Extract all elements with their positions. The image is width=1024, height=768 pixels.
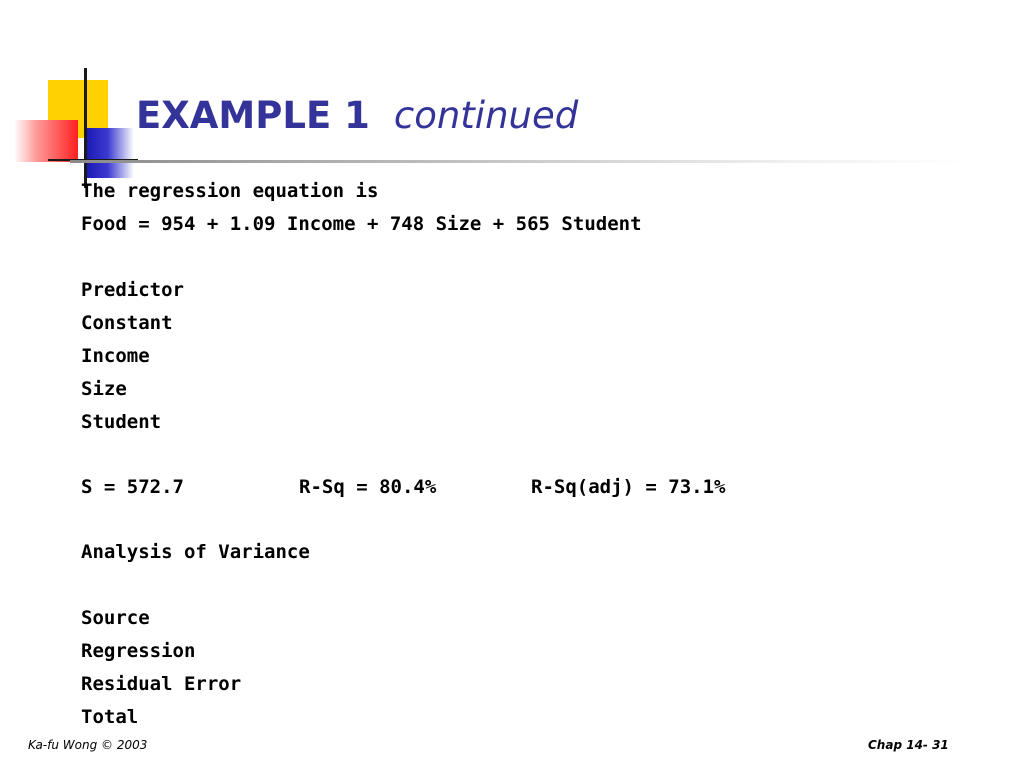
footer-page-number: Chap 14- 31 <box>868 738 949 752</box>
red-square <box>14 120 78 162</box>
anova-cell: Source <box>81 607 150 629</box>
blue-square <box>86 128 134 178</box>
r-squared: R-Sq = 80.4% <box>299 476 437 498</box>
anova-cell: Residual Error <box>81 673 242 695</box>
slide-title-sub: continued <box>393 94 579 137</box>
title-underline <box>70 160 970 163</box>
slide-title <box>136 94 578 137</box>
anova-cell: Regression <box>81 640 196 662</box>
regression-equation: Food = 954 + 1.09 Income + 748 Size + 565 Student <box>81 213 642 235</box>
coef-cell: Constant <box>81 312 173 334</box>
coef-cell: Predictor <box>81 279 184 301</box>
regression-intro: The regression equation is <box>81 180 379 202</box>
anova-cell: Total <box>81 706 139 728</box>
s-value: S = 572.7 <box>81 476 184 498</box>
slide-title-main: EXAMPLE 1 <box>136 94 370 137</box>
coef-cell: Size <box>81 378 127 400</box>
anova-heading: Analysis of Variance <box>81 541 310 563</box>
slide-logo-decoration <box>0 0 150 200</box>
r-squared-adj: R-Sq(adj) = 73.1% <box>531 476 726 498</box>
coef-cell: Income <box>81 345 150 367</box>
footer-author: Ka-fu Wong © 2003 <box>28 738 148 752</box>
coef-cell: Student <box>81 411 162 433</box>
logo-vertical-line <box>84 68 87 188</box>
